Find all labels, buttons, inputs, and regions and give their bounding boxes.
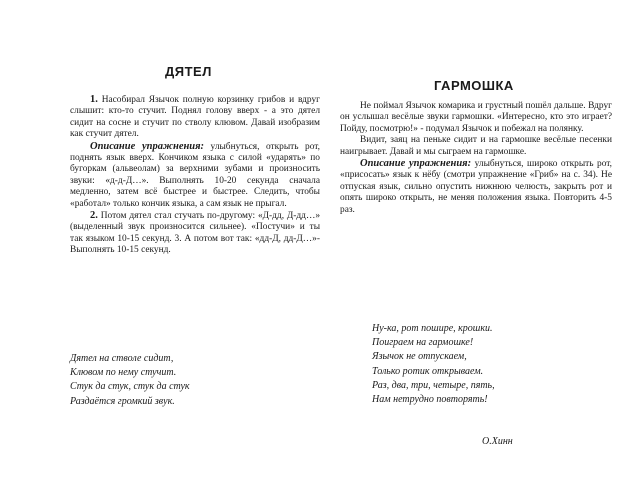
harmonica-poem <box>372 322 495 407</box>
woodpecker-description-text: улыбнуться, открыть рот, поднять язык вверх. Кончиком языка с силой «ударять» по бугоркам (альвеолам) за верхними зубами и произносить звуки: «д-д-Д…». Выполнять 10-20 секунда сначала медленно, затем всё быстрее и быстрее. Следить, чтобы «работал» только кончик языка, а сам язык не прыгал. <box>70 141 320 209</box>
woodpecker-title: ДЯТЕЛ <box>165 64 212 79</box>
harmonica-paragraph-2: Видит, заяц на пеньке сидит и на гармошке весёлые песенки наигрывает. Давай и мы сыграем на гармошке. <box>340 135 612 157</box>
poem-line: Поиграем на гармошке! <box>372 337 474 349</box>
harmonica-title: ГАРМОШКА <box>434 78 514 93</box>
poem-line: Раздаётся громкий звук. <box>70 395 175 407</box>
poem-line: Только ротик открываем. <box>372 365 484 377</box>
poem-line: Дятел на стволе сидит, <box>70 353 174 364</box>
woodpecker-description <box>70 141 320 210</box>
woodpecker-description-label: Описание упражнения: <box>90 140 205 152</box>
poem-line: Стук да стук, стук да стук <box>70 381 190 393</box>
harmonica-paragraph-1: Не поймал Язычок комарика и грустный пошёл дальше. Вдруг он услышал весёлые звуки гармошки. «Интересно, кто это играет? Пойду, посмотрю!» - подумал Язычок и побежал на полянку. <box>340 101 612 134</box>
woodpecker-step-2-number: 2. <box>90 210 98 222</box>
harmonica-description-label: Описание упражнения: <box>360 158 472 170</box>
poem-line: Клювом по нему стучит. <box>70 367 177 379</box>
woodpecker-paragraph-1 <box>70 94 320 141</box>
poem-author: О.Хинн <box>482 436 513 447</box>
poem-line: Ну-ка, рот пошире, крошки. <box>372 323 493 334</box>
woodpecker-paragraph-2 <box>70 210 320 257</box>
woodpecker-step-2-text: Потом дятел стал стучать по-другому: «Д-дд, Д-дд…» (выделенный звук произносится сильнее). «Постучи» и ты так языком 10-15 секунд. 3. А потом вот так: «дд-Д, дд-Д…»- Выполнять 10-15 секунд. <box>70 211 321 256</box>
woodpecker-step-1-number: 1. <box>90 94 98 105</box>
poem-line: Раз, два, три, четыре, пять, <box>372 379 495 391</box>
woodpecker-poem <box>70 352 190 409</box>
harmonica-description <box>340 158 612 216</box>
poem-line: Язычок не отпускаем, <box>372 351 467 363</box>
harmonica-text <box>340 101 612 216</box>
harmonica-description-text: улыбнуться, широко открыть рот, «присосать» язык к нёбу (смотри упражнение «Гриб» на с. 34). Не отпуская язык, сильно опустить нижнюю челюсть, закрыть рот и опять широко открыть, не меняя положения языка. Повторить 4-5 раз. <box>340 159 612 215</box>
poem-line: Нам нетрудно повторять! <box>372 394 488 406</box>
woodpecker-step-1-text: Насобирал Язычок полную корзинку грибов и вдруг слышит: кто-то стучит. Поднял голову вверх - а это дятел сидит на сосне и стучит по стволу клювом. Давай изобразим как стучит дятел. <box>70 95 321 140</box>
woodpecker-text <box>70 94 320 257</box>
